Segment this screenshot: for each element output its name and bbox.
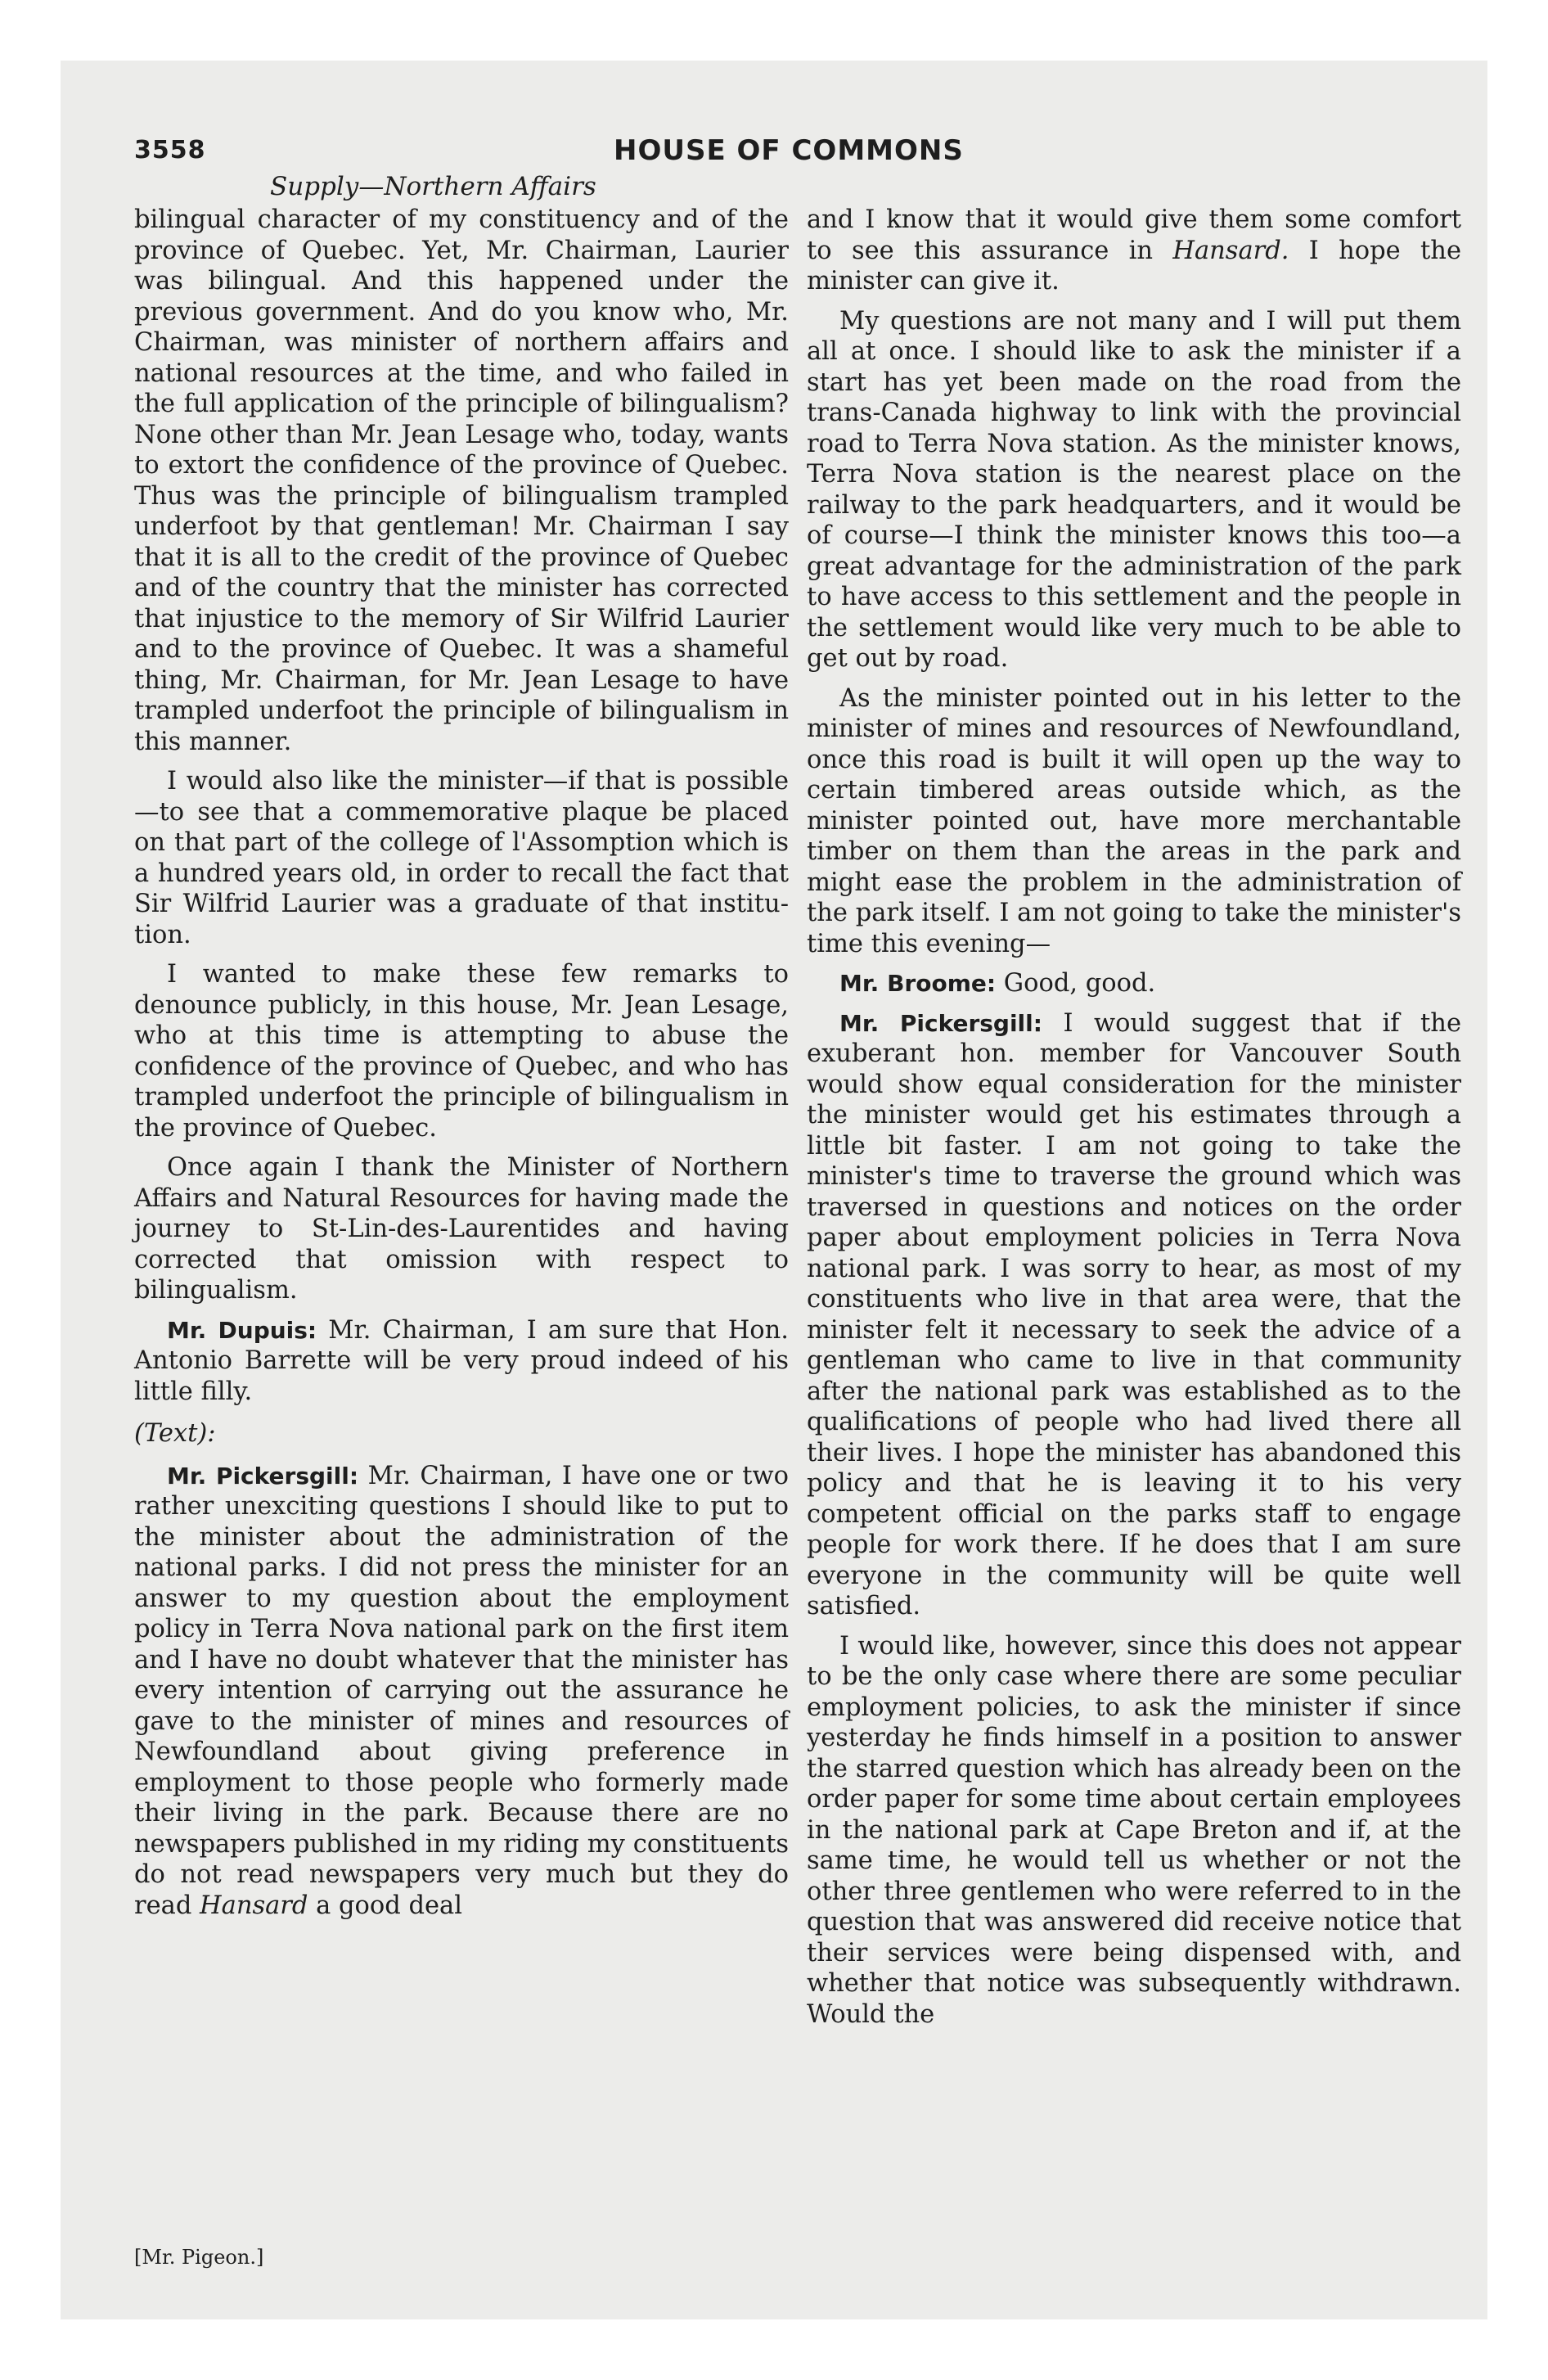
speech-text: a good deal bbox=[316, 1891, 462, 1920]
speaker-name: Mr. Broome: bbox=[839, 970, 997, 997]
running-head: HOUSE OF COMMONS bbox=[614, 134, 964, 167]
left-column bbox=[134, 205, 789, 1930]
speech-text: I hope the minister can give it. bbox=[807, 236, 1461, 295]
paragraph: As the minister pointed out in his letter to the minister of mines and resources of Newfoundland, once this road is built it will open up the way to certain timbered areas outside which, as the minister pointed out, have more merchantable timber on them than the areas in the park and might ease the problem in the administration of the park itself. I am not going to take the minister's time this evening— bbox=[807, 683, 1461, 958]
right-column bbox=[807, 205, 1461, 2039]
paragraph: bilingual character of my constituency and of the province of Quebec. Yet, Mr. Chairman, Laurier was bilingual. And this happened under the previous government. And do you know who, Mr. Chairman, was minister of northern affairs and national resources at the time, and who failed in the full application of the principle of bilingualism? None other than Mr. Jean Lesage who, today, wants to extort the confidence of the province of Quebec. Thus was the principle of bilingualism trampled underfoot by that gentleman! Mr. Chairman I say that it is all to the credit of the province of Quebec and of the country that the minister has corrected that injustice to the memory of Sir Wilfrid Laurier and to the province of Quebec. It was a shameful thing, Mr. Chairman, for Mr. Jean Lesage to have trampled underfoot the principle of bilingualism in this manner. bbox=[134, 205, 789, 756]
speech-text: Mr. Chairman, I have one or two rather unexciting questions I should like to put to the minister about the administration of the national parks. I did not press the minister for an answer to my question about the employment policy in Terra Nova national park on the first item and I have no doubt whatever that the minister has every intention of carrying out the assurance he gave to the minister of mines and resources of Newfoundland about giving preference in employment to those people who formerly made their living in the park. Because there are no newspapers published in my riding my constituents do not read newspapers very much but they do read bbox=[134, 1461, 789, 1920]
speaker-name: Mr. Pickersgill: bbox=[167, 1462, 359, 1490]
paragraph: I would like, however, since this does not appear to be the only case where there are some peculiar employment policies, to ask the minister if since yesterday he finds himself in a position to answer the starred question which has already been on the order paper for some time about certain employees in the national park at Cape Breton and if, at the same time, he would tell us whether or not the other three gentlemen who were referred to in the question that was answered did receive notice that their services were being dispensed with, and whether that notice was subsequently withdrawn. Would the bbox=[807, 1631, 1461, 2029]
paragraph: I wanted to make these few remarks to denounce publicly, in this house, Mr. Jean Lesage, who at this time is attempting to abuse the confidence of the province of Quebec, and who has trampled underfoot the principle of bilingualism in the province of Quebec. bbox=[134, 960, 789, 1143]
speaker-attribution: [Mr. Pigeon.] bbox=[134, 2246, 264, 2269]
speaker-name: Mr. Dupuis: bbox=[167, 1316, 317, 1344]
speech-paragraph bbox=[807, 1008, 1461, 1622]
paragraph: I would also like the minister—if that is possible—to see that a commemorative plaque be placed on that part of the college of l'Assomption which is a hundred years old, in order to recall the fact that Sir Wilfrid Laurier was a graduate of that institution. bbox=[134, 767, 789, 949]
paragraph bbox=[807, 205, 1461, 297]
speaker-name: Mr. Pickersgill: bbox=[839, 1009, 1042, 1037]
page-number: 3558 bbox=[134, 136, 206, 165]
speech-text: Good, good. bbox=[1003, 969, 1156, 998]
speech-text: I would suggest that if the exuberant hon. member for Vancouver South would show equal consideration for the minister the minister would get his estimates through a little bit faster. I am not going to take the minister's time to traverse the ground which was traversed in questions and notices on the order paper about employment policies in Terra Nova national park. I was sorry to hear, as most of my constituents who live in that area were, that the minister felt it necessary to seek the advice of a gentleman who came to live in that community after the national park was established as to the qualifications of people who had lived there all their lives. I hope the minister has abandoned this policy and that he is leaving it to his very competent official on the parks staff to engage people for work there. If he does that I am sure everyone in the community will be quite well satisfied. bbox=[807, 1008, 1461, 1620]
speech-paragraph bbox=[807, 968, 1461, 999]
hansard-reference: Hansard. bbox=[1172, 236, 1289, 265]
paragraph: Once again I thank the Minister of Northern Affairs and Natural Resources for having made the journey to St-Lin-des-Laurentides and having corrected that omission with respect to bilingualism. bbox=[134, 1153, 789, 1305]
text-marker: (Text): bbox=[134, 1419, 216, 1448]
speech-text: and I know that it would give them some comfort to see this assurance in bbox=[807, 205, 1461, 265]
hansard-reference: Hansard bbox=[200, 1891, 308, 1920]
section-heading: Supply—Northern Affairs bbox=[270, 172, 596, 201]
speech-paragraph bbox=[134, 1461, 789, 1922]
speech-paragraph bbox=[134, 1315, 789, 1408]
speech-text: Mr. Chairman, I am sure that Hon. Antonio Barrette will be very proud indeed of his little filly. bbox=[134, 1315, 789, 1406]
paragraph: My questions are not many and I will put them all at once. I should like to ask the minister if a start has yet been made on the road from the trans-Canada highway to link with the provincial road to Terra Nova station. As the minister knows, Terra Nova station is the nearest place on the railway to the park headquarters, and it would be of course—I think the minister knows this too—a great advantage for the administration of the park to have access to this settlement and the people in the settlement would like very much to be able to get out by road. bbox=[807, 306, 1461, 673]
